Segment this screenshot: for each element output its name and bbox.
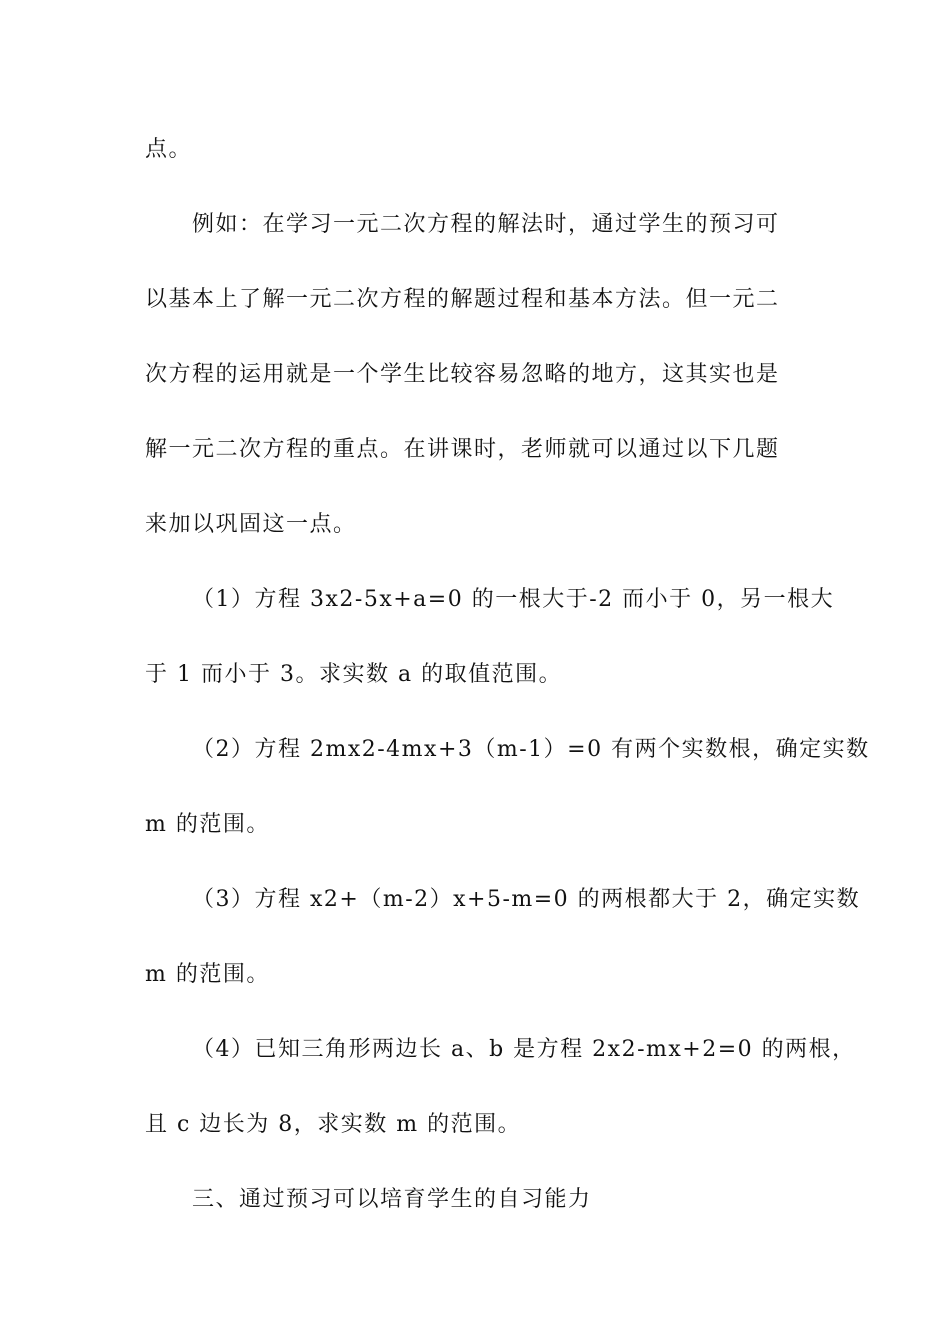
- text-line-1: 点。: [145, 137, 193, 162]
- text-line-6: 来加以巩固这一点。: [145, 512, 357, 537]
- text-line-2: 例如：在学习一元二次方程的解法时，通过学生的预习可: [192, 212, 780, 237]
- text-line-14: 且 c 边长为 8，求实数 m 的范围。: [145, 1112, 522, 1137]
- text-line-9: （2）方程 2mx2-4mx+3（m-1）=0 有两个实数根，确定实数: [192, 737, 870, 762]
- text-line-12: m 的范围。: [145, 962, 270, 987]
- text-line-10: m 的范围。: [145, 812, 270, 837]
- section-heading: 三、通过预习可以培育学生的自习能力: [192, 1187, 592, 1212]
- text-line-4: 次方程的运用就是一个学生比较容易忽略的地方，这其实也是: [145, 362, 780, 387]
- text-line-11: （3）方程 x2+（m-2）x+5-m=0 的两根都大于 2，确定实数: [192, 887, 861, 912]
- text-line-8: 于 1 而小于 3。求实数 a 的取值范围。: [145, 662, 563, 687]
- text-line-5: 解一元二次方程的重点。在讲课时，老师就可以通过以下几题: [145, 437, 780, 462]
- text-line-13: （4）已知三角形两边长 a、b 是方程 2x2-mx+2=0 的两根，: [192, 1037, 856, 1062]
- text-line-7: （1）方程 3x2-5x+a=0 的一根大于-2 而小于 0，另一根大: [192, 587, 835, 612]
- text-line-3: 以基本上了解一元二次方程的解题过程和基本方法。但一元二: [145, 287, 780, 312]
